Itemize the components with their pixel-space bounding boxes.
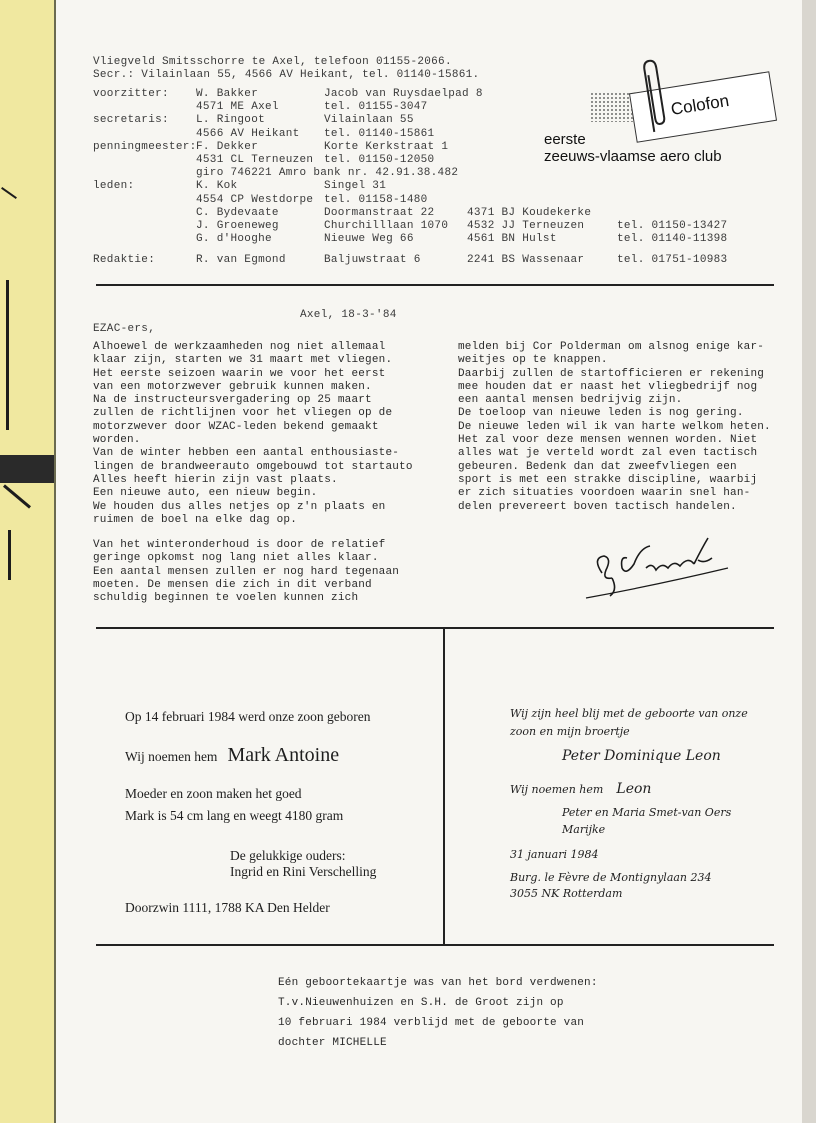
colofon-city: 4532 JJ Terneuzen: [467, 220, 585, 232]
text-line: T.v.Nieuwenhuizen en S.H. de Groot zijn op: [278, 997, 564, 1009]
text-line: van een motorzwever gebruik kunnen maken.: [93, 380, 372, 393]
colofon-phone: tel. 01140-11398: [617, 233, 728, 246]
text-line: Een aantal mensen zullen er nog hard tegenaan: [93, 565, 400, 578]
text-line: lingen de brandweerauto omgebouwd tot startauto: [93, 460, 413, 473]
colofon-street: tel. 01150-12050: [324, 154, 435, 166]
club-name-line1: eerste: [544, 131, 586, 148]
colofon-phone: tel. 01150-13427: [617, 220, 728, 232]
colofon-name: F. Dekker: [196, 140, 259, 153]
colofon-name: G. d'Hooghe: [196, 233, 272, 246]
colofon-phone: tel. 01751-10983: [617, 254, 728, 267]
letter-date: Axel, 18-3-'84: [300, 309, 397, 321]
colofon-name: giro 746221 Amro bank nr. 42.91.38.482: [196, 167, 459, 180]
colofon-street: Vilainlaan 55: [324, 114, 414, 127]
name-prefix: Wij noemen hem: [510, 783, 604, 796]
colofon-role: leden:: [93, 180, 135, 193]
colofon-name: W. Bakker: [196, 88, 259, 100]
colofon-name: 4571 ME Axel: [196, 101, 279, 114]
text-line: worden.: [93, 434, 141, 447]
parents-names: Ingrid en Rini Verschelling: [230, 864, 377, 879]
birth-line2: zoon en mijn broertje: [510, 725, 630, 738]
text-line: klaar zijn, starten we 31 maart met vliegen.: [93, 354, 393, 367]
text-line: Het eerste seizoen waarin we voor het eerst: [93, 367, 386, 380]
colofon-name: L. Ringoot: [196, 114, 266, 127]
notice-text: [278, 973, 598, 1053]
parents-names: Peter en Maria Smet-van Oers: [562, 806, 732, 819]
colofon-name: C. Bydevaate: [196, 206, 279, 219]
text-line: Alhoewel de werkzaamheden nog niet allemaal: [93, 341, 386, 353]
colofon-name: 4554 CP Westdorpe: [196, 193, 314, 206]
spine-mark: [1, 187, 17, 199]
colofon-street: tel. 01140-15861: [324, 127, 435, 140]
colofon-role: penningmeester:: [93, 140, 197, 153]
text-line: sport is met een strakke discipline, waarbij: [458, 473, 758, 486]
text-line: er zich situaties voordoen waarin snel han-: [458, 487, 751, 500]
colofon-name: K. Kok: [196, 180, 238, 193]
colofon-street: Doormanstraat 22: [324, 206, 435, 219]
club-name-line2: zeeuws-vlaamse aero club: [544, 148, 722, 165]
colofon-street: tel. 01158-1480: [324, 193, 428, 206]
baby-full-name: Peter Dominique Leon: [562, 748, 721, 764]
text-line: Na de instructeursvergadering op 25 maart: [93, 394, 372, 407]
spine-mark: [6, 280, 9, 430]
colofon-role: secretaris:: [93, 114, 169, 127]
text-line: Het zal voor deze mensen wennen worden. Niet: [458, 434, 758, 447]
text-line: ruimen de boel na elke dag op.: [93, 513, 298, 526]
colofon-role: Redaktie:: [93, 254, 156, 267]
signature: [582, 528, 732, 603]
divider: [96, 944, 774, 946]
text-line: De toeloop van nieuwe leden is nog gering.: [458, 407, 744, 420]
text-line: schuldig beginnen te voelen kunnen zich: [93, 592, 359, 605]
birth-announcement-left: Op 14 februari 1984 werd onze zoon geboren: [125, 709, 371, 724]
baby-name: Mark Antoine: [227, 744, 340, 766]
text-line: weitjes op te knappen.: [458, 354, 608, 367]
name-prefix: Wij noemen hem: [125, 749, 218, 764]
text-line: Eén geboortekaartje was van het bord verdwenen:: [278, 977, 598, 989]
street: Burg. le Fèvre de Montignylaan 234: [510, 871, 712, 884]
text-line: een aantal mensen bedrijvig zijn.: [458, 394, 683, 407]
colofon-name: J. Groeneweg: [196, 220, 279, 232]
colofon-name: 4566 AV Heikant: [196, 127, 300, 140]
letter-greeting: EZAC-ers,: [93, 323, 156, 335]
birth-date: 31 januari 1984: [510, 848, 599, 861]
text-line: delen prevereert boven tactisch handelen.: [458, 500, 737, 513]
text-line: zullen de richtlijnen voor het vliegen op de: [93, 407, 393, 420]
page-edge: [802, 0, 816, 1123]
text-line: geringe opkomst nog lang niet alles klaar.: [93, 552, 379, 565]
colofon-street: Nieuwe Weg 66: [324, 233, 414, 246]
text-line: 10 februari 1984 verblijd met de geboorte van: [278, 1017, 585, 1029]
colofon-name: R. van Egmond: [196, 254, 286, 267]
letter-left-para1: [93, 341, 413, 527]
parents-address: Doorzwin 1111, 1788 KA Den Helder: [125, 900, 330, 915]
colofon-city: 4371 BJ Koudekerke: [467, 206, 592, 219]
text-line: alles wat je verteld wordt zal even tactisch: [458, 447, 758, 460]
colofon-city: 2241 BS Wassenaar: [467, 254, 585, 267]
text-line: Alles heeft hierin zijn vast plaats.: [93, 473, 338, 486]
letter-left-para2: [93, 539, 399, 605]
text-line: Van de winter hebben een aantal enthousiaste-: [93, 447, 400, 460]
text-line: gebeuren. Bedenk dan dat zweefvliegen een: [458, 460, 737, 473]
text-line: dochter MICHELLE: [278, 1037, 387, 1049]
colofon-street: Baljuwstraat 6: [324, 254, 421, 267]
name-line: [510, 778, 651, 797]
colofon-city: 4561 BN Hulst: [467, 233, 557, 246]
text-line: Van het winteronderhoud is door de relatief: [93, 539, 386, 551]
parents-heading: De gelukkige ouders:: [230, 848, 346, 863]
text-line: moeten. De mensen die zich in dit verband: [93, 578, 372, 591]
name-line: [125, 744, 339, 767]
weight-line: Mark is 54 cm lang en weegt 4180 gram: [125, 808, 344, 823]
text-line: We houden dus alles netjes op z'n plaats en: [93, 500, 386, 513]
colofon-role: voorzitter:: [93, 88, 169, 100]
colofon-street: Churchilllaan 1070: [324, 220, 449, 232]
spine-mark: [8, 530, 11, 580]
birth-announcement-right: Wij zijn heel blij met de geboorte van onze: [510, 707, 748, 720]
colofon-street: tel. 01155-3047: [324, 101, 428, 114]
column-divider: [443, 627, 445, 945]
binder-spine: [0, 0, 56, 1123]
text-line: Een nieuwe auto, een nieuw begin.: [93, 487, 318, 500]
letter-right-para: [458, 341, 771, 514]
divider: [96, 284, 774, 286]
divider: [96, 627, 774, 629]
text-line: Daarbij zullen de startofficieren er rekening: [458, 367, 765, 380]
text-line: De nieuwe leden wil ik van harte welkom heten.: [458, 420, 771, 433]
text-line: motorzwever door WZAC-leden bekend gemaakt: [93, 420, 379, 433]
address-line: Vliegveld Smitsschorre te Axel, telefoon 01155-2066.: [93, 56, 452, 68]
colofon-street: Korte Kerkstraat 1: [324, 140, 449, 153]
colofon-street: Jacob van Ruysdaelpad 8: [324, 88, 483, 100]
logo-label: Colofon: [669, 90, 731, 119]
spine-mark: [0, 455, 54, 483]
text-line: mee houden dat er naast het vliegbedrijf nog: [458, 380, 758, 393]
health-line: Moeder en zoon maken het goed: [125, 786, 302, 801]
city: 3055 NK Rotterdam: [510, 887, 623, 900]
text-line: melden bij Cor Polderman om alsnog enige kar-: [458, 341, 765, 353]
colofon-name: 4531 CL Terneuzen: [196, 154, 314, 166]
baby-name: Leon: [616, 781, 652, 797]
spine-mark: [3, 484, 31, 508]
sibling-name: Marijke: [562, 823, 606, 836]
colofon-street: Singel 31: [324, 180, 387, 193]
address-line: Secr.: Vilainlaan 55, 4566 AV Heikant, tel. 01140-15861.: [93, 69, 480, 81]
